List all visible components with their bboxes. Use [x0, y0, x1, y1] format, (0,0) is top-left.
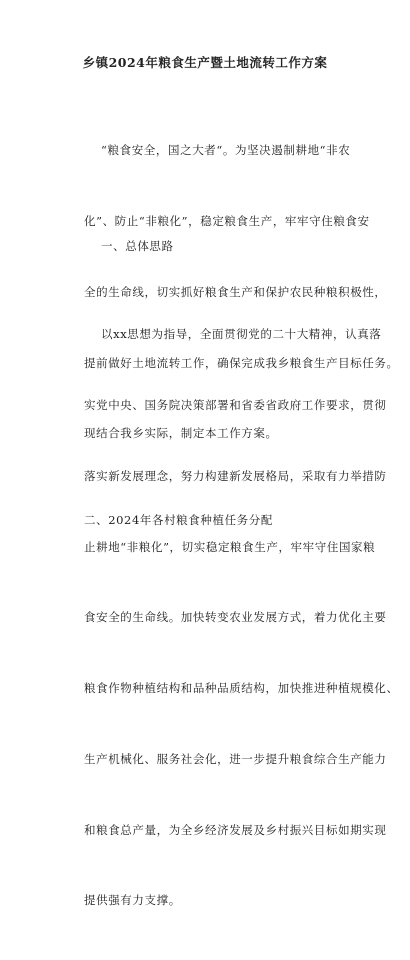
section1-paragraph [84, 276, 399, 960]
section-heading-overall: 一、总体思路 [84, 239, 174, 253]
text-line: 实党中央、国务院决策部署和省委省政府工作要求，贯彻 [84, 397, 387, 412]
text-line: 粮食作物种植结构和品种品质结构，加快推进种植规模化、 [84, 681, 399, 696]
text-line: 食安全的生命线。加快转变农业发展方式，着力优化主要 [84, 610, 387, 625]
text-line: 化”、防止“非粮化”，稳定粮食生产，牢牢守住粮食安 [84, 213, 370, 228]
document-title: 乡镇2024年粮食生产暨土地流转工作方案 [82, 55, 328, 70]
text-line: 以xx思想为指导，全面贯彻党的二十大精神，认真落 [84, 327, 382, 342]
text-line: 落实新发展理念，努力构建新发展格局，采取有力举措防 [84, 468, 387, 483]
text-line: 提前做好土地流转工作，确保完成我乡粮食生产目标任务。 [84, 355, 399, 370]
text-line: 现结合我乡实际，制定本工作方案。 [84, 426, 278, 441]
text-line: 和粮食总产量，为全乡经济发展及乡村振兴目标如期实现 [84, 822, 387, 837]
text-line: 止耕地“非粮化”，切实稳定粮食生产，牢牢守住国家粮 [84, 539, 376, 554]
section-heading-task-allocation: 二、2024年各村粮食种植任务分配 [84, 513, 273, 527]
text-line: 生产机械化、服务社会化，进一步提升粮食综合生产能力 [84, 751, 387, 766]
text-line: 全的生命线，切实抓好粮食生产和保护农民种粮积极性， [84, 284, 387, 299]
text-line: “粮食安全，国之大者“。为坚决遏制耕地“非农 [84, 143, 351, 158]
text-line: 提供强有力支撑。 [84, 893, 181, 908]
